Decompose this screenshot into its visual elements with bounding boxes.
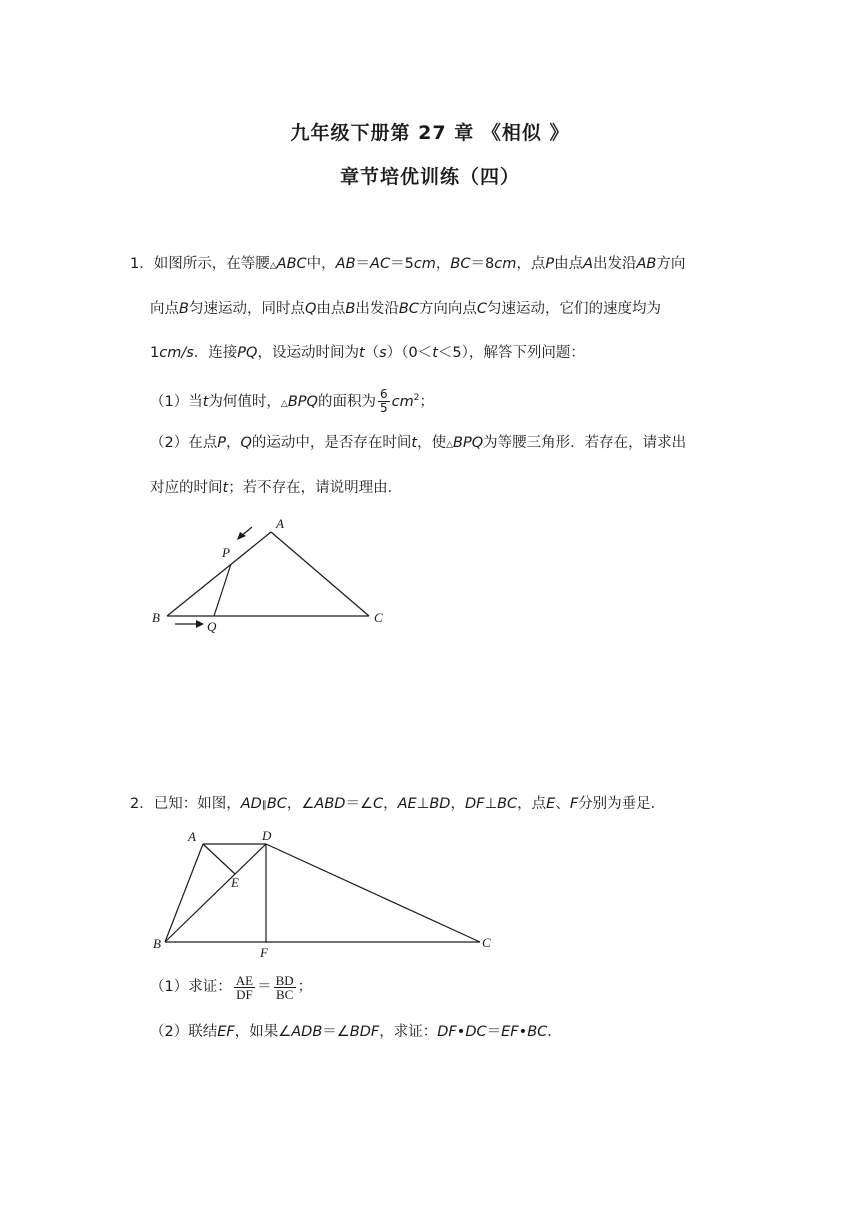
q1-text: 中， [306,256,336,272]
q2-line-1 [130,794,665,816]
q1-text: 向点 [150,301,179,317]
q1-text: ， [435,256,451,272]
q2-text: ，如果∠ [234,1024,292,1040]
q1-var: AB [335,256,356,272]
q2-figure [145,826,505,961]
q2-text: 分别为垂足． [578,796,666,812]
q1-part-1 [150,388,434,415]
arrow-q-head [196,620,204,628]
q2-var: AE [397,796,417,812]
label-c: C [482,935,491,950]
q2-text: （2）联结 [150,1024,218,1040]
q1-text: 如图所示，在等腰 [153,256,270,272]
q1-text: 由点 [554,256,584,272]
segment-bd [165,844,266,942]
q1-text: ，点 [516,256,546,272]
page-subtitle: 章节培优训练（四） [339,166,520,188]
q1-text: （ [364,345,380,361]
q1-text: 出发沿 [355,301,399,317]
q1-var: BC [398,301,419,317]
fraction-numerator: BD [275,972,294,988]
q2-var: ADB [291,1024,323,1040]
q1-text: （1）当 [150,393,203,410]
q2-part-2 [150,1022,562,1042]
q1-var: t [222,480,229,496]
segment-ab [165,844,203,942]
q1-var: B [179,301,189,317]
q2-var: AD [240,796,262,812]
q1-var: BC [450,256,471,272]
q2-var: F [569,796,579,812]
q1-text: 方向向点 [418,301,477,317]
q1-text: ； [419,393,434,410]
q1-var: cm [391,393,414,410]
q1-var: BPQ [453,435,484,451]
parallel-symbol: ∥ [261,800,267,811]
q1-text: ．连接 [193,345,238,361]
q1-text: 的运动中，是否存在时间 [251,435,412,451]
triangle-symbol: △ [269,261,277,271]
label-c: C [374,610,383,625]
q1-text: 出发沿 [593,256,637,272]
q2-var: E [546,796,556,812]
label-d: D [262,828,272,843]
q2-number: 2． [130,796,154,812]
label-a: A [188,829,196,844]
q1-var: P [217,435,226,451]
segment-ab [167,532,271,616]
q1-var: B [345,301,356,317]
q2-var: DF [437,1024,457,1040]
q1-var: Q [240,435,252,451]
triangle-symbol: △ [280,398,288,409]
label-b: B [153,936,161,951]
q1-text: 对应的时间 [150,480,223,496]
q2-text: ， [450,796,465,812]
q2-text: 、 [555,796,570,812]
fraction-denominator: DF [236,986,253,1002]
q1-var: Q [304,301,317,317]
q1-text: ，使 [417,435,447,451]
q2-var: EF [217,1024,235,1040]
q1-number: 1． [130,256,154,272]
q2-text: ． [547,1024,562,1040]
q1-text: ；若不存在，请说明理由． [228,480,403,496]
label-b: B [152,610,160,625]
q1-var: t [202,393,209,410]
q1-text: ，设运动时间为 [257,345,359,361]
q2-text: ，求证： [379,1024,438,1040]
q2-text: （1）求证： [150,979,232,995]
q1-figure [140,510,400,640]
q2-var: BC [266,796,287,812]
q1-var: A [583,256,594,272]
fraction-denominator: 5 [379,401,388,416]
q2-var: ABD [314,796,346,812]
q2-text: ； [297,979,313,995]
q1-var: t [411,435,418,451]
q1-text: ， [225,435,241,451]
q2-var: BD [429,796,451,812]
fraction-six-fifths [378,388,390,415]
label-a: A [276,516,284,531]
label-p: P [222,545,230,560]
label-f: F [260,945,268,960]
q2-text: ＝∠ [345,796,373,812]
q1-text: 为等腰三角形．若存在，请求出 [483,435,687,451]
q2-text: ＝∠ [322,1024,350,1040]
page-title: 九年级下册第 27 章 《相似 》 [290,122,570,144]
q1-var: cm [413,256,436,272]
q1-text: 1 [150,345,160,361]
q2-text: 已知：如图， [153,796,241,812]
perp-symbol: ⊥ [416,796,430,812]
fraction-numerator: 6 [379,387,388,402]
label-q: Q [207,619,217,634]
q1-var: t [358,345,365,361]
q1-var: PQ [237,345,258,361]
q1-text: （2）在点 [150,435,218,451]
q1-part-2 [150,433,686,455]
segment-ac [271,532,369,616]
q1-var: C [476,301,488,317]
q1-text: 匀速运动，同时点 [188,301,305,317]
q1-line-2 [150,299,661,319]
perp-symbol: ⊥ [484,796,498,812]
q1-text: 的面积为 [317,393,376,410]
fraction-denominator: BC [275,986,294,1002]
q1-var: s [379,345,387,361]
q1-text: 为何值时， [208,393,281,410]
q2-text: • [518,1024,528,1040]
q1-text: ＝ [355,256,371,272]
q1-text: ）（0＜ [386,345,433,361]
q1-var: cm/s [159,345,194,361]
superscript: 2 [413,393,420,403]
q1-var: P [545,256,555,272]
fraction-numerator: AE [235,972,254,988]
q1-text: 方向 [656,256,686,272]
q1-text: ＝8 [470,256,495,272]
fraction-ae-df [234,974,255,1001]
q2-text: ， [383,796,398,812]
q2-var: DC [465,1024,487,1040]
q2-text: ，点 [517,796,547,812]
q1-line-3 [150,343,585,363]
q2-text: ＝ [486,1024,502,1040]
fraction-bd-bc [274,974,296,1001]
q2-var: BC [497,796,518,812]
q1-var: AB [636,256,657,272]
q1-text: 由点 [316,301,346,317]
q2-var: BDF [349,1024,380,1040]
q2-part-1 [150,972,312,1002]
segment-ae [203,844,235,874]
q2-text: • [456,1024,466,1040]
q1-var: ABC [276,256,307,272]
q1-var: BPQ [287,393,318,410]
q2-var: EF [501,1024,519,1040]
triangle-symbol: △ [446,440,454,450]
q1-text: ＜5），解答下列问题： [437,345,585,361]
q1-line-1 [130,254,685,276]
q1-text: 匀速运动，它们的速度均为 [487,301,662,317]
q1-var: cm [494,256,517,272]
label-e: E [231,875,239,890]
q2-text: ＝ [257,979,272,995]
q2-var: DF [464,796,485,812]
segment-dc [266,844,480,942]
q2-var: C [372,796,384,812]
q1-text: ＝5 [390,256,414,272]
q1-var: AC [370,256,391,272]
q1-var: t [432,345,438,361]
q2-text: ，∠ [286,796,315,812]
q2-var: BC [527,1024,548,1040]
q1-part-2-cont [150,478,402,498]
